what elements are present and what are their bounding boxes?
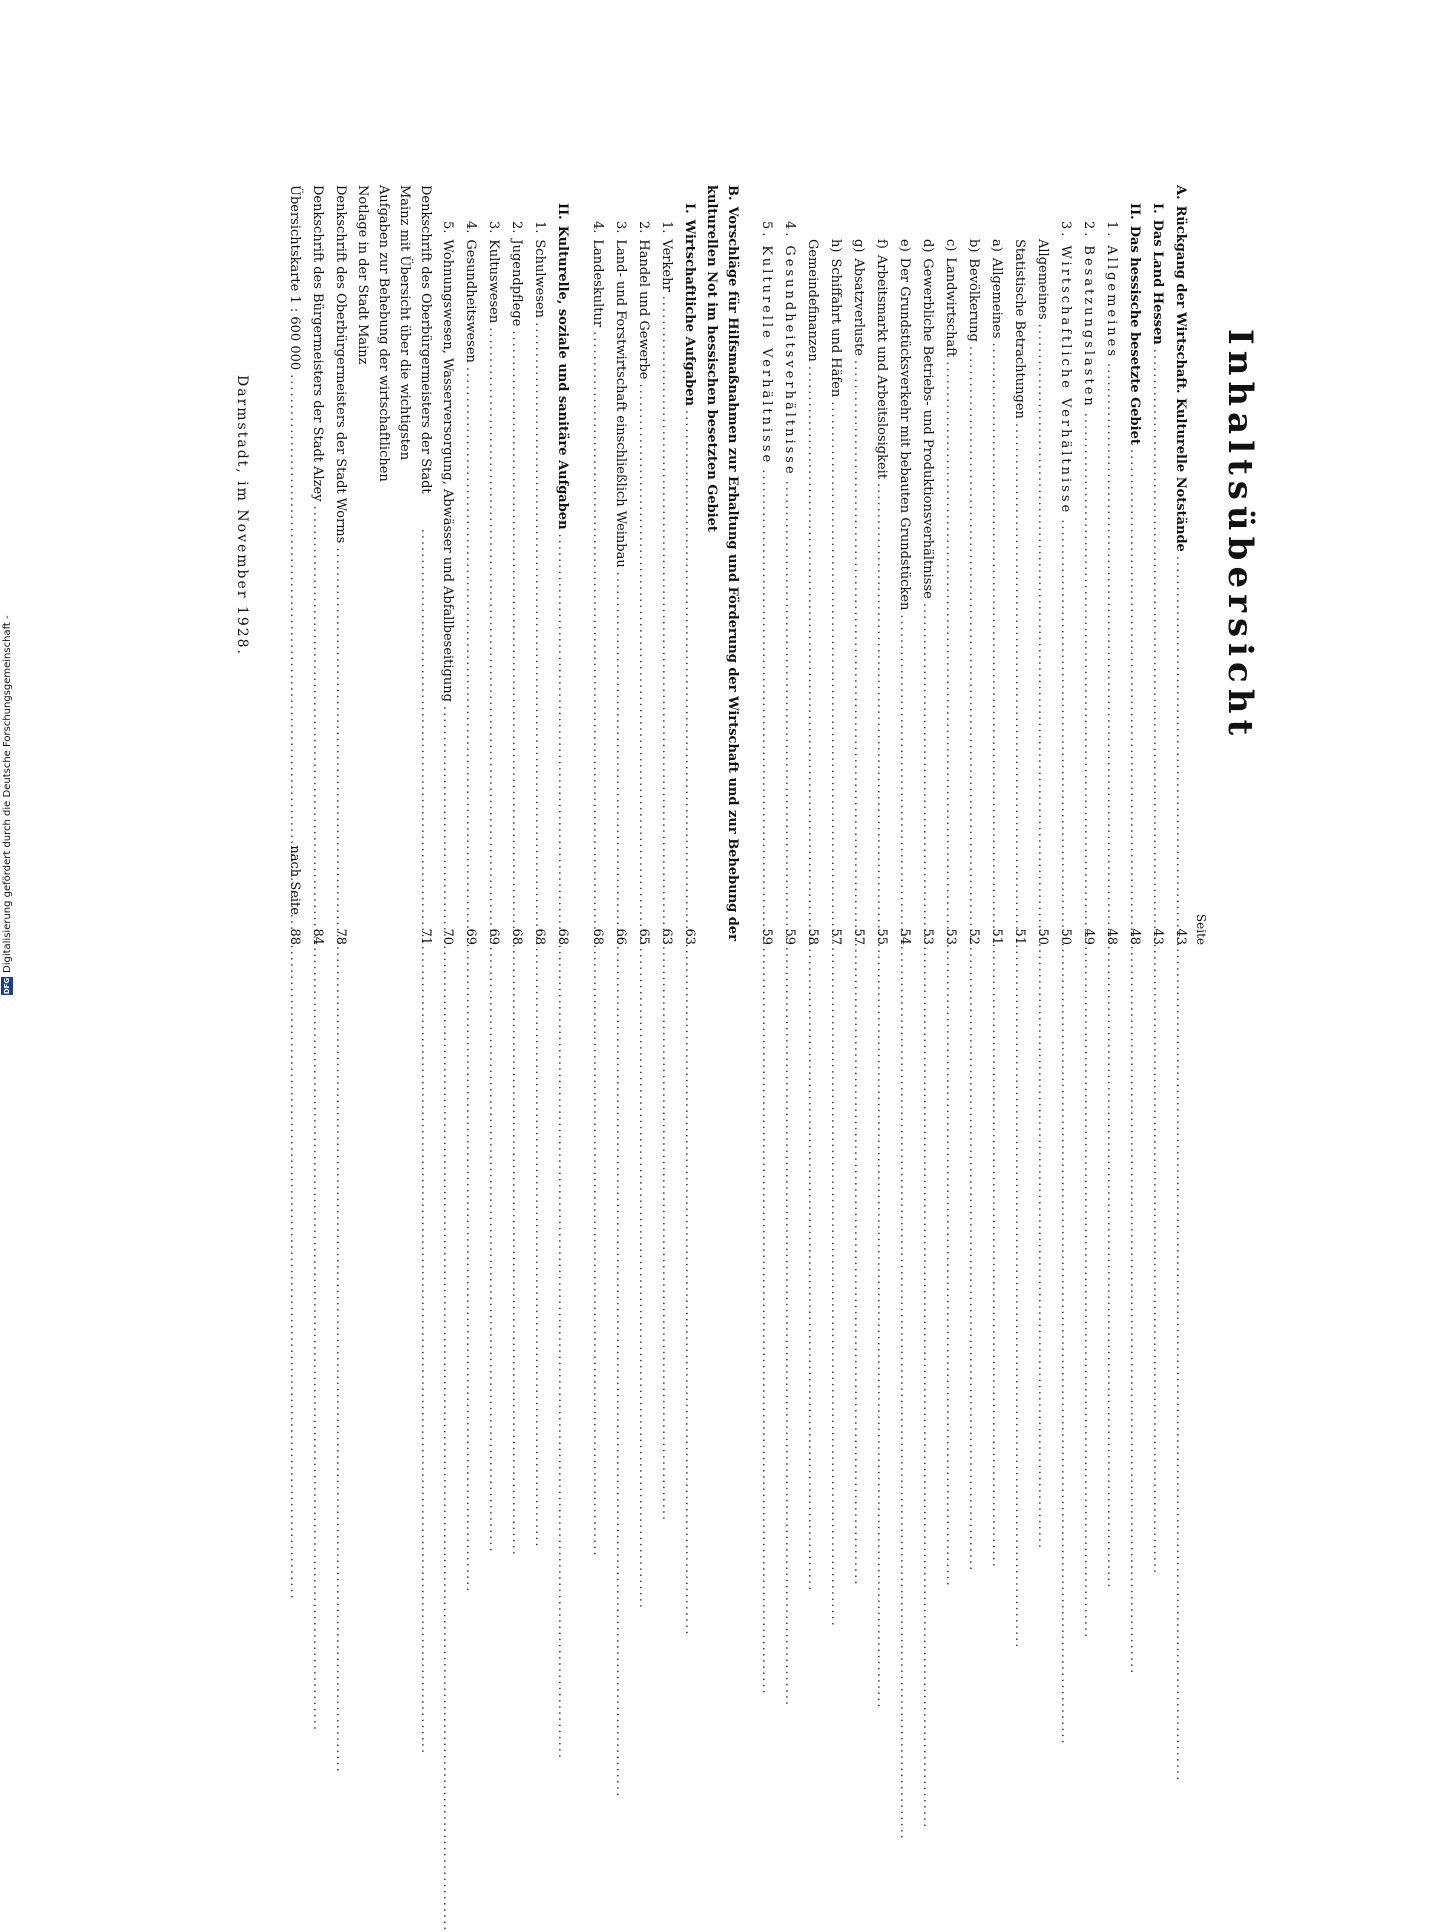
toc-entry-text: Schulwesen bbox=[532, 239, 547, 319]
toc-entry-text: Das Land Hessen bbox=[1150, 219, 1165, 345]
toc-entry-page: 51 bbox=[1012, 928, 1027, 945]
toc-entry-text: Statistische Betrachtungen bbox=[1012, 239, 1027, 419]
toc-entry bbox=[1123, 185, 1146, 945]
toc-entry-label bbox=[632, 221, 655, 380]
toc-entry bbox=[329, 185, 352, 945]
toc-entry bbox=[1054, 185, 1077, 945]
leader-dots bbox=[755, 469, 778, 917]
toc-entry-label bbox=[1008, 239, 1031, 419]
toc-entry-label bbox=[1169, 185, 1192, 552]
toc-entry-page: 58 bbox=[805, 928, 820, 945]
toc-entry-label bbox=[985, 239, 1008, 338]
toc-entry-page: 48 bbox=[1104, 928, 1119, 945]
toc-entry-text: Gesundheitsverhältnisse bbox=[782, 245, 797, 477]
toc-entry-text: Rückgang der Wirtschaft. Kulturelle Notstände bbox=[1173, 205, 1188, 552]
leader-dots bbox=[1169, 556, 1192, 917]
toc-entry-label bbox=[893, 239, 916, 610]
toc-entry bbox=[939, 185, 962, 945]
leader-dots bbox=[985, 342, 1008, 917]
toc-entry-page: 59 bbox=[759, 928, 774, 945]
leader-dots bbox=[609, 572, 632, 917]
toc-entry-label bbox=[916, 239, 939, 599]
toc-entry-page: 49 bbox=[1081, 928, 1096, 945]
toc-entry-text: Denkschrift des Oberbürgermeisters der Stadt Worms bbox=[333, 185, 348, 544]
toc-entry-page: 69 bbox=[463, 928, 478, 945]
toc-entry-label bbox=[551, 203, 574, 530]
toc-entry-page: 53 bbox=[920, 928, 935, 945]
leader-dots bbox=[1146, 349, 1169, 917]
toc-entry bbox=[847, 185, 870, 945]
toc-entry bbox=[352, 185, 436, 945]
leader-dots bbox=[283, 374, 306, 841]
toc-entry-label bbox=[962, 239, 985, 342]
toc-entry-label bbox=[939, 239, 962, 357]
toc-entry-page: 54 bbox=[897, 928, 912, 945]
leader-dots bbox=[847, 360, 870, 917]
leader-dots bbox=[824, 401, 847, 917]
toc-entry-label bbox=[755, 221, 778, 465]
toc-entry-label bbox=[1077, 221, 1100, 409]
toc-entry bbox=[586, 185, 609, 945]
credit-text: Digitalisierung gefördert durch die Deutsche Forschungsgemeinschaft - bbox=[1, 615, 13, 973]
toc-entry bbox=[609, 185, 632, 945]
toc-entry-label bbox=[329, 185, 352, 543]
table-of-contents bbox=[283, 185, 1192, 945]
toc-entry-page: 43 bbox=[1150, 928, 1165, 945]
toc-entry bbox=[801, 185, 824, 945]
toc-entry-text: Gewerbliche Betriebs- und Produktionsverhältnisse bbox=[920, 258, 935, 599]
toc-entry-text: Wirtschaftliche Verhältnisse bbox=[1058, 245, 1073, 516]
leader-dots bbox=[893, 614, 916, 917]
toc-entry-number: II. bbox=[1127, 203, 1142, 220]
toc-entry-number: 2. bbox=[1081, 221, 1096, 240]
toc-entry-page: 50 bbox=[1058, 928, 1073, 945]
toc-entry-page: 84 bbox=[310, 928, 325, 945]
toc-entry-number: 4. bbox=[590, 221, 605, 234]
toc-entry-page: 48 bbox=[1127, 928, 1142, 945]
toc-entry-label bbox=[778, 221, 801, 477]
toc-entry-number: e) bbox=[897, 239, 912, 252]
toc-entry-number: 1. bbox=[659, 221, 674, 234]
toc-entry-number: 5. bbox=[759, 221, 774, 240]
toc-entry-number: B. bbox=[725, 185, 740, 201]
toc-entry-label bbox=[482, 221, 505, 323]
toc-entry-number: d) bbox=[920, 239, 935, 253]
toc-entry bbox=[1100, 185, 1123, 945]
toc-entry bbox=[632, 185, 655, 945]
toc-entry bbox=[778, 185, 801, 945]
toc-entry-label bbox=[283, 185, 306, 370]
toc-entry bbox=[870, 185, 893, 945]
toc-entry bbox=[306, 185, 329, 945]
toc-entry-text: Wohnungswesen, Wasserversorgung, Abwässer und Abfallbeseitigung bbox=[440, 239, 455, 702]
toc-entry bbox=[1077, 185, 1100, 945]
leader-dots bbox=[678, 410, 701, 917]
toc-entry-label bbox=[505, 221, 528, 326]
toc-entry bbox=[701, 185, 743, 945]
toc-entry-number: I. bbox=[682, 203, 697, 214]
toc-entry-page: 50 bbox=[1035, 928, 1050, 945]
leader-dots bbox=[870, 483, 893, 917]
toc-entry bbox=[1146, 185, 1169, 945]
toc-entry-label bbox=[306, 185, 329, 502]
toc-entry-page: 66 bbox=[613, 928, 628, 945]
toc-entry-page: 68 bbox=[509, 928, 524, 945]
toc-entry-text: Absatzverluste bbox=[851, 258, 866, 356]
page-title: Inhaltsübersicht bbox=[1220, 328, 1260, 742]
toc-entry-number: I. bbox=[1150, 203, 1165, 214]
leader-dots bbox=[1008, 423, 1031, 917]
toc-entry-page: 68 bbox=[555, 928, 570, 945]
toc-entry-number: 4. bbox=[463, 221, 478, 234]
toc-entry-page: 71 bbox=[418, 928, 433, 945]
rotated-page bbox=[220, 185, 1260, 945]
toc-entry bbox=[283, 185, 306, 945]
leader-dots bbox=[1077, 413, 1100, 917]
toc-entry-text: Gesundheitswesen bbox=[463, 239, 478, 363]
toc-entry-text: Handel und Gewerbe bbox=[636, 239, 651, 380]
toc-entry bbox=[962, 185, 985, 945]
toc-entry bbox=[985, 185, 1008, 945]
toc-entry-label bbox=[586, 221, 609, 327]
toc-entry-text: Allgemeines bbox=[989, 257, 1004, 339]
toc-entry-page: 57 bbox=[851, 928, 866, 945]
digitization-credit bbox=[1, 605, 13, 995]
dfg-logo: DFG bbox=[3, 977, 11, 995]
toc-entry-label bbox=[870, 239, 893, 479]
toc-entry-number: A. bbox=[1173, 185, 1188, 200]
toc-entry-text: Schiffahrt und Häfen bbox=[828, 258, 843, 398]
toc-entry bbox=[1169, 185, 1192, 945]
toc-entry-number: g) bbox=[851, 239, 866, 253]
toc-entry-text: Allgemeines bbox=[1104, 245, 1119, 360]
leader-dots bbox=[655, 296, 678, 917]
leader-dots bbox=[482, 327, 505, 917]
toc-entry-number: h) bbox=[828, 239, 843, 253]
toc-entry-page: 68 bbox=[532, 928, 547, 945]
page-column-header: Seite bbox=[1194, 913, 1208, 945]
toc-entry-label bbox=[1100, 221, 1123, 359]
toc-entry-page: 88 bbox=[287, 928, 302, 945]
leader-dots bbox=[586, 331, 609, 917]
toc-entry bbox=[916, 185, 939, 945]
toc-entry-number: 3. bbox=[1058, 221, 1073, 240]
leader-dots bbox=[436, 706, 459, 917]
toc-entry-text: Denkschrift des Bürgermeisters der Stadt Alzey bbox=[310, 185, 325, 502]
toc-entry-number: 4. bbox=[782, 221, 797, 240]
toc-entry-page: 53 bbox=[943, 928, 958, 945]
toc-entry-label bbox=[528, 221, 551, 318]
toc-entry-label bbox=[459, 221, 482, 363]
toc-entry-number: 3. bbox=[613, 221, 628, 234]
leader-dots bbox=[528, 322, 551, 917]
leader-dots bbox=[329, 547, 352, 917]
place-date-signoff: Darmstadt, im November 1928. bbox=[234, 375, 250, 657]
toc-entry-page: 55 bbox=[874, 928, 889, 945]
toc-entry-label bbox=[352, 185, 436, 525]
toc-entry-number: II. bbox=[555, 203, 570, 220]
toc-entry bbox=[436, 185, 459, 945]
toc-entry bbox=[824, 185, 847, 945]
toc-entry-number: 2. bbox=[509, 221, 524, 234]
toc-entry-number: 5. bbox=[440, 221, 455, 234]
leader-dots bbox=[505, 330, 528, 917]
toc-entry-text: Übersichtskarte 1 : 600 000 bbox=[287, 185, 302, 371]
toc-entry-page: 65 bbox=[636, 928, 651, 945]
toc-entry-text: Das hessische besetzte Gebiet bbox=[1127, 225, 1142, 445]
toc-entry-page: 59 bbox=[782, 928, 797, 945]
toc-entry-text: Der Grundstücksverkehr mit bebauten Grundstücken bbox=[897, 257, 912, 611]
toc-entry-text: Jugendpflege bbox=[509, 239, 524, 327]
toc-entry-page: 57 bbox=[828, 928, 843, 945]
toc-entry-page: 78 bbox=[333, 928, 348, 945]
toc-entry-number: 3. bbox=[486, 221, 501, 234]
toc-entry-label bbox=[655, 221, 678, 292]
toc-entry-label bbox=[701, 185, 743, 945]
toc-entry-text: Denkschrift des Oberbürgermeisters der Stadt Mainz mit Übersicht über die wichtigsten Aufgaben zur Behebung der wirtschaftlichen Notlage in der Stadt Mainz bbox=[355, 185, 433, 494]
toc-entry-page: 68 bbox=[590, 928, 605, 945]
leader-dots bbox=[1123, 449, 1146, 917]
toc-entry bbox=[551, 185, 574, 945]
toc-entry-page: 70 bbox=[440, 928, 455, 945]
toc-entry-label bbox=[436, 221, 459, 702]
toc-entry-label bbox=[609, 221, 632, 568]
toc-entry bbox=[1031, 185, 1054, 945]
toc-entry-label bbox=[847, 239, 870, 356]
leader-dots bbox=[916, 603, 939, 917]
toc-entry-label bbox=[801, 239, 824, 362]
toc-entry-number: a) bbox=[989, 239, 1004, 252]
toc-entry-label bbox=[1123, 203, 1146, 445]
leader-dots bbox=[632, 384, 655, 918]
toc-entry-number: 1. bbox=[532, 221, 547, 234]
toc-entry-suffix: nach Seite bbox=[287, 845, 302, 915]
toc-entry-text: Wirtschaftliche Aufgaben bbox=[682, 219, 697, 406]
toc-entry-label bbox=[1031, 239, 1054, 320]
leader-dots bbox=[939, 361, 962, 917]
toc-entry-text: Allgemeines bbox=[1035, 239, 1050, 320]
toc-entry bbox=[1008, 185, 1031, 945]
toc-entry-label bbox=[824, 239, 847, 397]
leader-dots bbox=[778, 481, 801, 917]
leader-dots bbox=[551, 534, 574, 917]
toc-entry-text: Kulturelle, soziale und sanitäre Aufgaben bbox=[555, 225, 570, 530]
toc-entry-number: b) bbox=[966, 239, 981, 253]
toc-entry bbox=[678, 185, 701, 945]
toc-entry-page: 43 bbox=[1173, 928, 1188, 945]
toc-entry-text: Besatzungslasten bbox=[1081, 245, 1096, 409]
toc-entry-text: Landwirtschaft bbox=[943, 257, 958, 358]
leader-dots bbox=[962, 346, 985, 917]
toc-entry-page: 69 bbox=[486, 928, 501, 945]
leader-dots bbox=[459, 367, 482, 917]
toc-entry-text: Vorschläge für Hilfsmaßnahmen zur Erhaltung und Förderung der Wirtschaft und zur Behebung der kulturellen Not im hessischen besetzten Gebiet bbox=[704, 185, 740, 941]
toc-entry-text: Landeskultur bbox=[590, 239, 605, 328]
toc-entry-number: 1. bbox=[1104, 221, 1119, 240]
leader-dots bbox=[1100, 363, 1123, 917]
toc-entry bbox=[482, 185, 505, 945]
toc-entry bbox=[505, 185, 528, 945]
leader-dots bbox=[801, 366, 824, 917]
toc-entry-page: 63 bbox=[682, 928, 697, 945]
toc-entry-text: Kultuswesen bbox=[486, 239, 501, 324]
toc-entry-text: Bevölkerung bbox=[966, 258, 981, 342]
toc-entry-text: Kulturelle Verhältnisse bbox=[759, 245, 774, 466]
toc-entry-page: 51 bbox=[989, 928, 1004, 945]
toc-entry-text: Arbeitsmarkt und Arbeitslosigkeit bbox=[874, 254, 889, 480]
toc-entry-label bbox=[678, 203, 701, 406]
toc-entry-label bbox=[1054, 221, 1077, 515]
toc-entry-page: 52 bbox=[966, 928, 981, 945]
leader-dots bbox=[306, 506, 329, 917]
toc-entry-text: Verkehr bbox=[659, 239, 674, 292]
toc-entry bbox=[755, 185, 778, 945]
toc-entry-page: 63 bbox=[659, 928, 674, 945]
leader-dots bbox=[1031, 324, 1054, 917]
leader-dots bbox=[415, 529, 436, 917]
toc-entry-number: 2. bbox=[636, 221, 651, 234]
toc-entry bbox=[893, 185, 916, 945]
toc-entry bbox=[655, 185, 678, 945]
toc-entry bbox=[528, 185, 551, 945]
toc-entry bbox=[459, 185, 482, 945]
toc-entry-text: Gemeindefinanzen bbox=[805, 239, 820, 362]
toc-entry-number: c) bbox=[943, 239, 958, 252]
toc-entry-text: Land- und Forstwirtschaft einschließlich Weinbau bbox=[613, 239, 628, 568]
toc-entry-number: f) bbox=[874, 239, 889, 249]
leader-dots bbox=[1054, 519, 1077, 917]
toc-entry-label bbox=[1146, 203, 1169, 345]
